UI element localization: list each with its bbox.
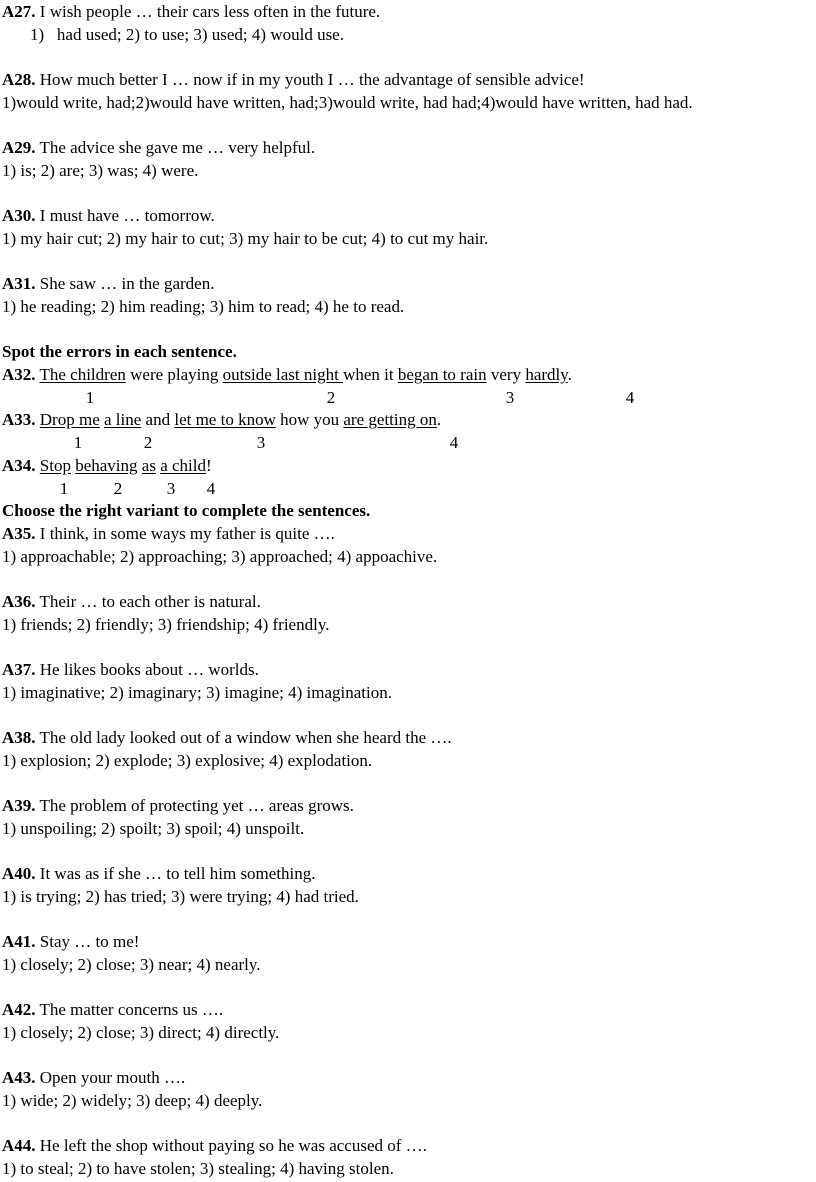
- question-number: A28.: [2, 70, 36, 89]
- question-a31: [2, 274, 214, 294]
- underlined-segment-4: are getting on: [343, 410, 437, 429]
- question-text: I think, in some ways my father is quite ….: [35, 524, 335, 543]
- question-a34: [2, 456, 212, 476]
- question-a33: [2, 410, 441, 430]
- sentence-text: were playing: [125, 365, 223, 384]
- answer-options-a43: 1) wide; 2) widely; 3) deep; 4) deeply.: [2, 1091, 263, 1110]
- question-a41: [2, 932, 139, 952]
- question-a32: [2, 365, 572, 385]
- sentence-text: and: [141, 410, 175, 429]
- segment-number-4: 4: [625, 388, 635, 407]
- question-text: She saw … in the garden.: [35, 274, 215, 293]
- answer-options-a30: 1) my hair cut; 2) my hair to cut; 3) my hair to be cut; 4) to cut my hair.: [2, 229, 489, 248]
- question-number: A34.: [2, 456, 36, 475]
- question-text: Open your mouth ….: [35, 1068, 186, 1087]
- question-number: A31.: [2, 274, 36, 293]
- question-number: A29.: [2, 138, 36, 157]
- answer-options-a31: 1) he reading; 2) him reading; 3) him to read; 4) he to read.: [2, 297, 405, 316]
- question-a37: [2, 660, 259, 680]
- question-a43: [2, 1068, 185, 1088]
- question-a36: [2, 592, 261, 612]
- answer-options-a27: 1) had used; 2) to use; 3) used; 4) would use.: [30, 25, 344, 44]
- answer-options-a44: 1) to steal; 2) to have stolen; 3) stealing; 4) having stolen.: [2, 1159, 394, 1178]
- question-text: The old lady looked out of a window when she heard the ….: [35, 728, 452, 747]
- question-text: The matter concerns us ….: [35, 1000, 224, 1019]
- question-a35: [2, 524, 335, 544]
- answer-options-a37: 1) imaginative; 2) imaginary; 3) imagine; 4) imagination.: [2, 683, 392, 702]
- question-text: Their … to each other is natural.: [35, 592, 261, 611]
- question-number: A43.: [2, 1068, 36, 1087]
- question-a28: [2, 70, 585, 90]
- question-number: A30.: [2, 206, 36, 225]
- segment-number-2: 2: [113, 479, 123, 498]
- answer-options-a28: 1)would write, had;2)would have written, had;3)would write, had had;4)would have written, had had.: [2, 93, 693, 112]
- underlined-segment-3: as: [141, 456, 156, 475]
- question-text: I must have … tomorrow.: [35, 206, 215, 225]
- segment-number-3: 3: [505, 388, 515, 407]
- question-number: A33.: [2, 410, 36, 429]
- answer-options-a40: 1) is trying; 2) has tried; 3) were trying; 4) had tried.: [2, 887, 359, 906]
- underlined-segment-1: Stop: [39, 456, 71, 475]
- question-a27: [2, 2, 380, 22]
- underlined-segment-2: a line: [104, 410, 142, 429]
- segment-number-4: 4: [206, 479, 216, 498]
- sentence-text: !: [206, 456, 212, 475]
- sentence-text: how you: [275, 410, 344, 429]
- section-heading-spot-errors: [2, 342, 237, 362]
- answer-options-a39: 1) unspoiling; 2) spoilt; 3) spoil; 4) unspoilt.: [2, 819, 305, 838]
- question-a38: [2, 728, 452, 748]
- answer-options-a42: 1) closely; 2) close; 3) direct; 4) directly.: [2, 1023, 280, 1042]
- segment-number-4: 4: [449, 433, 459, 452]
- section-heading-text: Choose the right variant to complete the sentences.: [2, 501, 371, 520]
- question-text: Stay … to me!: [35, 932, 140, 951]
- section-heading-choose-variant: [2, 501, 370, 521]
- question-a40: [2, 864, 316, 884]
- question-text: It was as if she … to tell him something.: [35, 864, 316, 883]
- question-a39: [2, 796, 354, 816]
- question-number: A35.: [2, 524, 36, 543]
- underlined-segment-2: outside last night: [222, 365, 344, 384]
- sentence-text: when it: [343, 365, 398, 384]
- underlined-segment-1: The children: [39, 365, 126, 384]
- question-number: A42.: [2, 1000, 36, 1019]
- segment-number-3: 3: [166, 479, 176, 498]
- question-text: How much better I … now if in my youth I … the advantage of sensible advice!: [35, 70, 585, 89]
- sentence-text: .: [436, 410, 442, 429]
- answer-options-a29: 1) is; 2) are; 3) was; 4) were.: [2, 161, 199, 180]
- underlined-segment-3: began to rain: [397, 365, 487, 384]
- underlined-segment-4: hardly: [525, 365, 568, 384]
- question-text: The problem of protecting yet … areas grows.: [35, 796, 354, 815]
- question-a30: [2, 206, 215, 226]
- answer-options-a38: 1) explosion; 2) explode; 3) explosive; 4) explodation.: [2, 751, 373, 770]
- question-number: A32.: [2, 365, 36, 384]
- question-a42: [2, 1000, 223, 1020]
- question-a44: [2, 1136, 427, 1156]
- question-text: He left the shop without paying so he was accused of ….: [35, 1136, 427, 1155]
- question-number: A27.: [2, 2, 36, 21]
- question-number: A36.: [2, 592, 36, 611]
- segment-number-1: 1: [59, 479, 69, 498]
- question-a29: [2, 138, 315, 158]
- sentence-text: very: [486, 365, 526, 384]
- sentence-text: .: [567, 365, 572, 384]
- segment-number-1: 1: [73, 433, 83, 452]
- answer-options-a41: 1) closely; 2) close; 3) near; 4) nearly.: [2, 955, 261, 974]
- segment-number-1: 1: [85, 388, 95, 407]
- segment-number-2: 2: [326, 388, 336, 407]
- underlined-segment-1: Drop me: [39, 410, 100, 429]
- answer-options-a35: 1) approachable; 2) approaching; 3) approached; 4) appoachive.: [2, 547, 438, 566]
- underlined-segment-4: a child: [160, 456, 207, 475]
- question-number: A40.: [2, 864, 36, 883]
- underlined-segment-2: behaving: [75, 456, 138, 475]
- segment-number-3: 3: [256, 433, 266, 452]
- question-number: A44.: [2, 1136, 36, 1155]
- question-text: He likes books about … worlds.: [35, 660, 259, 679]
- underlined-segment-3: let me to know: [174, 410, 276, 429]
- question-number: A39.: [2, 796, 36, 815]
- question-text: The advice she gave me … very helpful.: [35, 138, 316, 157]
- question-number: A37.: [2, 660, 36, 679]
- question-number: A38.: [2, 728, 36, 747]
- question-number: A41.: [2, 932, 36, 951]
- segment-number-2: 2: [143, 433, 153, 452]
- question-text: I wish people … their cars less often in the future.: [35, 2, 381, 21]
- section-heading-text: Spot the errors in each sentence.: [2, 342, 237, 361]
- answer-options-a36: 1) friends; 2) friendly; 3) friendship; 4) friendly.: [2, 615, 330, 634]
